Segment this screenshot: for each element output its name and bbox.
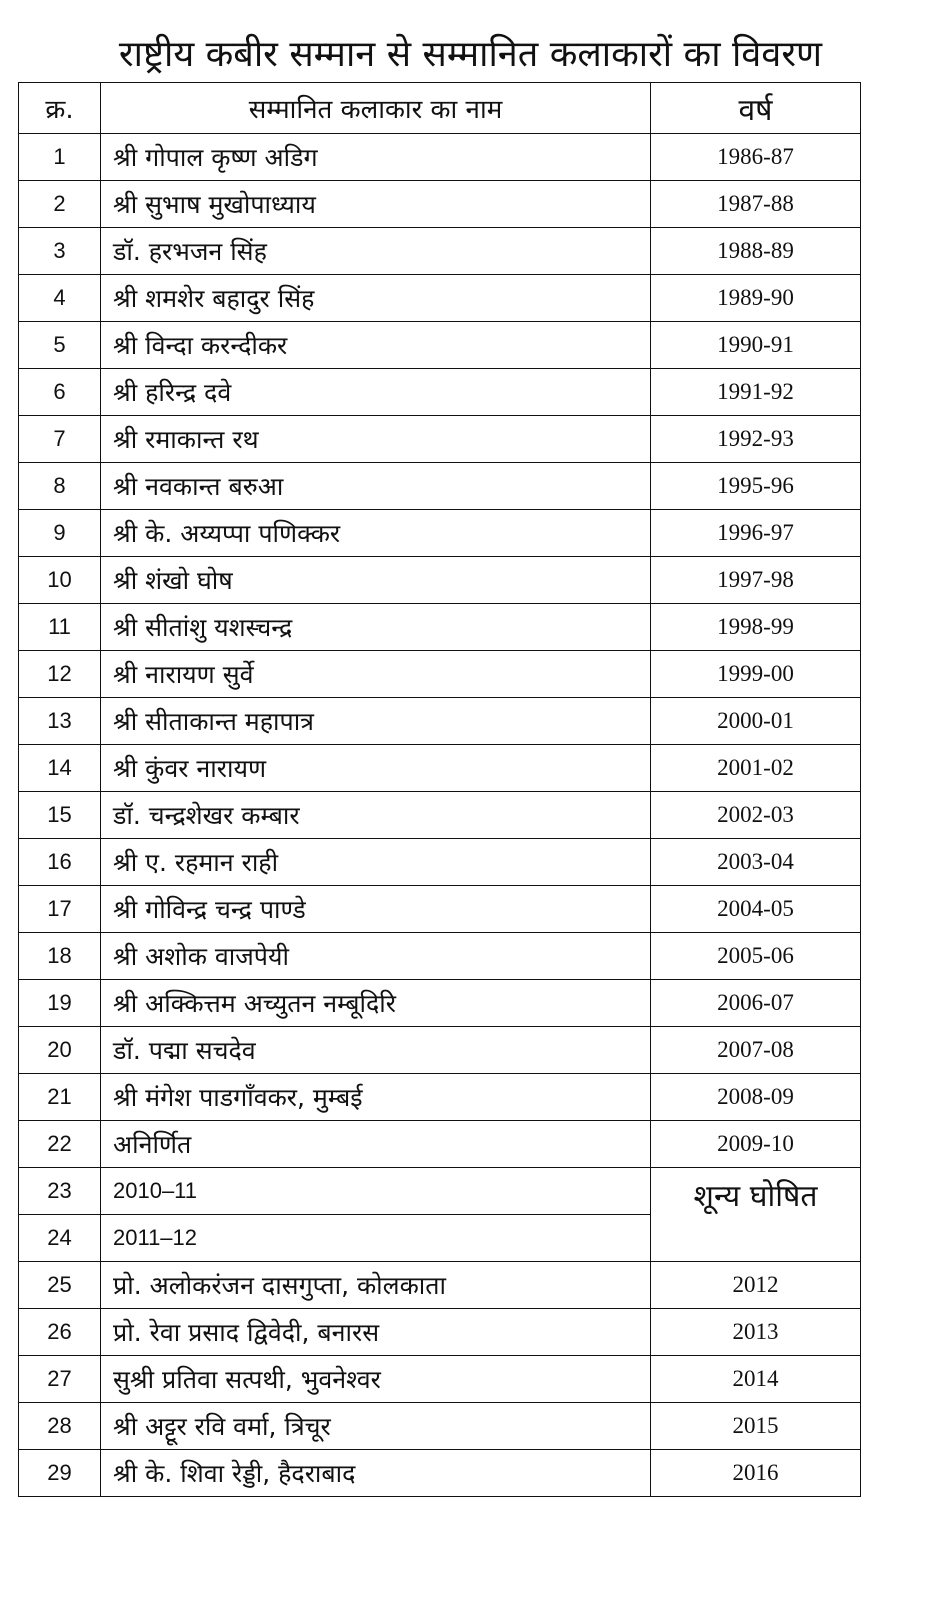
award-year: 2000-01 — [651, 698, 861, 745]
artist-name: श्री शंखो घोष — [101, 557, 651, 604]
award-year: 1996-97 — [651, 510, 861, 557]
serial-number: 3 — [19, 228, 101, 275]
award-year: 2002-03 — [651, 792, 861, 839]
artist-name: अनिर्णित — [101, 1121, 651, 1168]
artist-name: श्री शमशेर बहादुर सिंह — [101, 275, 651, 322]
award-year: 2016 — [651, 1450, 861, 1497]
serial-number: 8 — [19, 463, 101, 510]
award-year: 2007-08 — [651, 1027, 861, 1074]
artist-name: श्री ए. रहमान राही — [101, 839, 651, 886]
artist-name: श्री रमाकान्त रथ — [101, 416, 651, 463]
artist-name: सुश्री प्रतिवा सत्पथी, भुवनेश्वर — [101, 1356, 651, 1403]
serial-number: 21 — [19, 1074, 101, 1121]
serial-number: 26 — [19, 1309, 101, 1356]
award-year: 2005-06 — [651, 933, 861, 980]
artist-name: डॉ. चन्द्रशेखर कम्बार — [101, 792, 651, 839]
table-row — [19, 651, 861, 698]
award-year: 1987-88 — [651, 181, 861, 228]
serial-number: 13 — [19, 698, 101, 745]
serial-number: 19 — [19, 980, 101, 1027]
table-row — [19, 134, 861, 181]
table-row — [19, 416, 861, 463]
artist-name: श्री कुंवर नारायण — [101, 745, 651, 792]
artist-name: 2011–12 — [101, 1215, 651, 1262]
award-year: 2001-02 — [651, 745, 861, 792]
table-row — [19, 322, 861, 369]
award-year: 2004-05 — [651, 886, 861, 933]
serial-number: 1 — [19, 134, 101, 181]
table-row — [19, 839, 861, 886]
award-year: 2009-10 — [651, 1121, 861, 1168]
serial-number: 11 — [19, 604, 101, 651]
serial-number: 24 — [19, 1215, 101, 1262]
artist-name: प्रो. अलोकरंजन दासगुप्ता, कोलकाता — [101, 1262, 651, 1309]
serial-number: 2 — [19, 181, 101, 228]
table-row — [19, 698, 861, 745]
serial-number: 28 — [19, 1403, 101, 1450]
artist-name: श्री विन्दा करन्दीकर — [101, 322, 651, 369]
serial-number: 12 — [19, 651, 101, 698]
table-row — [19, 604, 861, 651]
artist-name: प्रो. रेवा प्रसाद द्विवेदी, बनारस — [101, 1309, 651, 1356]
table-row — [19, 1027, 861, 1074]
serial-number: 20 — [19, 1027, 101, 1074]
artist-name: श्री अशोक वाजपेयी — [101, 933, 651, 980]
artist-name: डॉ. पद्मा सचदेव — [101, 1027, 651, 1074]
serial-number: 17 — [19, 886, 101, 933]
serial-number: 10 — [19, 557, 101, 604]
artist-name: श्री हरिन्द्र दवे — [101, 369, 651, 416]
artist-name: श्री नवकान्त बरुआ — [101, 463, 651, 510]
table-row — [19, 181, 861, 228]
artist-name: श्री मंगेश पाडगाँवकर, मुम्बई — [101, 1074, 651, 1121]
header-year: वर्ष — [651, 83, 861, 134]
serial-number: 15 — [19, 792, 101, 839]
serial-number: 7 — [19, 416, 101, 463]
award-year: 1989-90 — [651, 275, 861, 322]
artist-name: श्री अट्टूर रवि वर्मा, त्रिचूर — [101, 1403, 651, 1450]
serial-number: 18 — [19, 933, 101, 980]
table-row — [19, 1168, 861, 1215]
artist-name: श्री सीताकान्त महापात्र — [101, 698, 651, 745]
table-row — [19, 275, 861, 322]
table-header — [19, 83, 861, 134]
table-row — [19, 228, 861, 275]
award-year: 2013 — [651, 1309, 861, 1356]
award-year: 1992-93 — [651, 416, 861, 463]
award-year: 1999-00 — [651, 651, 861, 698]
table-body — [19, 134, 861, 1497]
award-year: 1998-99 — [651, 604, 861, 651]
header-serial-number: क्र. — [19, 83, 101, 134]
table-row — [19, 1262, 861, 1309]
table-row — [19, 1121, 861, 1168]
award-year: 2003-04 — [651, 839, 861, 886]
table-row — [19, 745, 861, 792]
artist-name: श्री के. शिवा रेड्डी, हैदराबाद — [101, 1450, 651, 1497]
serial-number: 6 — [19, 369, 101, 416]
award-year: 1995-96 — [651, 463, 861, 510]
serial-number: 25 — [19, 1262, 101, 1309]
table-row — [19, 980, 861, 1027]
artist-name: श्री सीतांशु यशस्चन्द्र — [101, 604, 651, 651]
artist-name: श्री सुभाष मुखोपाध्याय — [101, 181, 651, 228]
table-row — [19, 510, 861, 557]
serial-number: 14 — [19, 745, 101, 792]
serial-number: 22 — [19, 1121, 101, 1168]
award-year: 1991-92 — [651, 369, 861, 416]
table-row — [19, 463, 861, 510]
page-title: राष्ट्रीय कबीर सम्मान से सम्मानित कलाकारों का विवरण — [118, 34, 823, 75]
table-row — [19, 369, 861, 416]
serial-number: 16 — [19, 839, 101, 886]
table-row — [19, 933, 861, 980]
artist-name: श्री अक्कित्तम अच्युतन नम्बूदिरि — [101, 980, 651, 1027]
header-artist-name: सम्मानित कलाकार का नाम — [101, 83, 651, 134]
award-year: 1988-89 — [651, 228, 861, 275]
table-row — [19, 886, 861, 933]
artist-name: श्री गोपाल कृष्ण अडिग — [101, 134, 651, 181]
award-year: 2008-09 — [651, 1074, 861, 1121]
awardees-table — [18, 82, 861, 1497]
table-row — [19, 1309, 861, 1356]
serial-number: 27 — [19, 1356, 101, 1403]
artist-name: श्री के. अय्यप्पा पणिक्कर — [101, 510, 651, 557]
artist-name: 2010–11 — [101, 1168, 651, 1215]
award-year: 2012 — [651, 1262, 861, 1309]
serial-number: 9 — [19, 510, 101, 557]
table-row — [19, 557, 861, 604]
table-row — [19, 1074, 861, 1121]
serial-number: 29 — [19, 1450, 101, 1497]
award-year-merged: शून्य घोषित — [651, 1168, 861, 1262]
table-row — [19, 1450, 861, 1497]
artist-name: श्री गोविन्द्र चन्द्र पाण्डे — [101, 886, 651, 933]
serial-number: 4 — [19, 275, 101, 322]
serial-number: 23 — [19, 1168, 101, 1215]
award-year: 2015 — [651, 1403, 861, 1450]
award-year: 1990-91 — [651, 322, 861, 369]
award-year: 1997-98 — [651, 557, 861, 604]
artist-name: श्री नारायण सुर्वे — [101, 651, 651, 698]
award-year: 2006-07 — [651, 980, 861, 1027]
award-year: 1986-87 — [651, 134, 861, 181]
artist-name: डॉ. हरभजन सिंह — [101, 228, 651, 275]
serial-number: 5 — [19, 322, 101, 369]
header-row — [19, 83, 861, 134]
award-year: 2014 — [651, 1356, 861, 1403]
table-row — [19, 1403, 861, 1450]
table-row — [19, 792, 861, 839]
table-row — [19, 1356, 861, 1403]
